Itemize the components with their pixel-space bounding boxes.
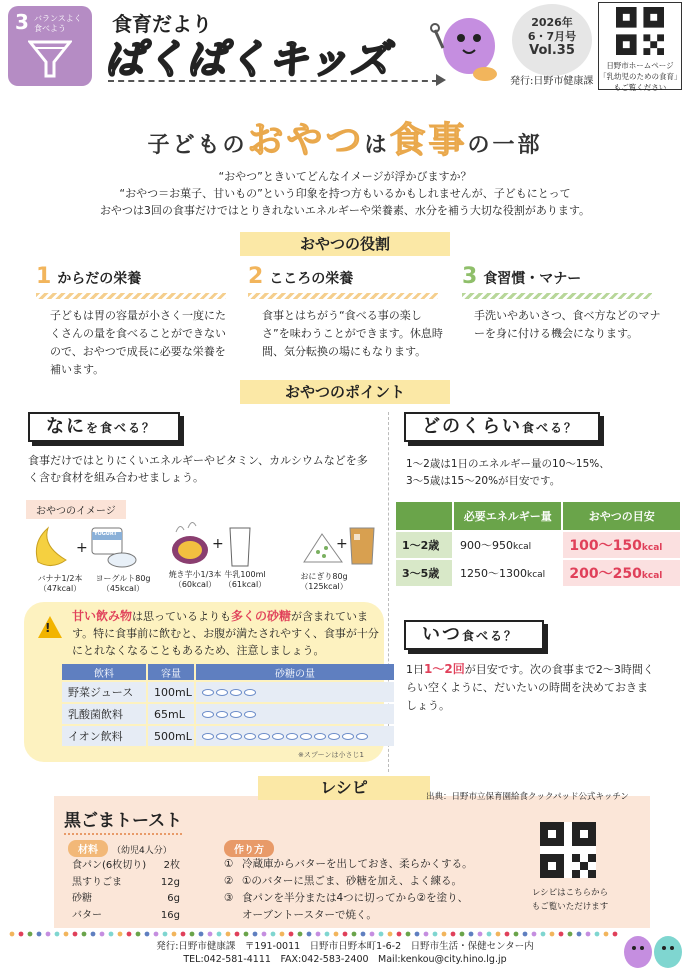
need-value: 900～950 xyxy=(460,539,513,552)
drink-volume: 65mL xyxy=(148,704,194,724)
what-heading-small: を食べる？ xyxy=(86,421,157,435)
role-card-3 xyxy=(462,264,672,343)
when-emph: 1～2回 xyxy=(424,662,465,676)
what-heading xyxy=(28,412,180,442)
step-num: ③ xyxy=(224,892,234,904)
qr-caption-1: 日野市ホームページ xyxy=(606,61,674,70)
steps-pill: 作り方 xyxy=(224,840,274,857)
role-label-1: からだの栄養 xyxy=(57,271,142,287)
divider-dot xyxy=(136,932,141,937)
divider-dot xyxy=(181,932,186,937)
spoon-icon xyxy=(300,733,312,740)
divider-dot xyxy=(433,932,438,937)
divider-dot xyxy=(307,932,312,937)
list-item xyxy=(224,873,494,890)
divider-dot xyxy=(91,932,96,937)
food-milk-name: 牛乳100ml xyxy=(224,570,266,579)
headline-snack: おやつ xyxy=(247,120,365,161)
divider-dot xyxy=(523,932,528,937)
warning-t1: は思っているよりも xyxy=(132,610,232,623)
intro-line-2: “おやつ＝お菓子、甘いもの”という印象を持つ方もいるかもしれませんが、子どもにとって xyxy=(119,187,571,200)
steps-list xyxy=(224,856,494,924)
when-heading xyxy=(404,620,544,650)
qr-caption-3: もご覧ください xyxy=(613,83,667,92)
howmuch-line-1: 1～2歳は1日のエネルギー量の10～15%、 xyxy=(406,458,610,470)
food-banana-kcal: （47kcal） xyxy=(38,584,82,593)
drink-name: イオン飲料 xyxy=(62,726,146,746)
role-body-1: 子どもは胃の容量が小さく一度にたくさんの量を食べることができないので、おやつで成長に必要な栄養を補います。 xyxy=(50,309,226,376)
divider-dot xyxy=(361,932,366,937)
role-label-3: 食習慣・マナー xyxy=(483,271,582,287)
divider-dot xyxy=(496,932,501,937)
step-text: ①のバターに黒ごま、砂糖を加え、よく練る。 xyxy=(242,875,463,887)
recipe-qr-caption-2: もご覧いただけます xyxy=(531,902,609,912)
recipe-source: 出典：日野市立保育園給食クックパッド公式キッチン xyxy=(426,792,629,802)
recipe-qr-caption xyxy=(520,886,620,914)
divider-dot xyxy=(298,932,303,937)
list-item xyxy=(224,856,494,873)
age-cell: 3～5歳 xyxy=(396,560,452,586)
list-item xyxy=(72,875,180,892)
energy-table xyxy=(394,500,682,588)
divider-dot xyxy=(73,932,78,937)
ingredient-qty: 6g xyxy=(167,893,180,904)
issue-volume: Vol.35 xyxy=(529,43,575,58)
divider-dot xyxy=(37,932,42,937)
plus-icon-2: + xyxy=(212,536,224,552)
divider-dot xyxy=(244,932,249,937)
howmuch-line-2: 3～5歳は15～20%が目安です。 xyxy=(406,475,561,487)
divider-dot xyxy=(280,932,285,937)
divider-dot xyxy=(262,932,267,937)
food-banana xyxy=(30,574,90,594)
food-onigiri xyxy=(294,572,354,592)
points-section-title: おやつのポイント xyxy=(240,380,450,404)
footer xyxy=(0,940,690,966)
when-heading-big: いつ xyxy=(422,624,462,645)
step-text: 食パンを半分または4つに切ってから②を塗り、 xyxy=(242,892,469,904)
food-banana-name: バナナ1/2本 xyxy=(37,574,83,583)
spoon-icon xyxy=(328,733,340,740)
yogurt-label: YOGURT xyxy=(94,531,117,537)
divider-dot xyxy=(460,932,465,937)
role-stripe-2 xyxy=(248,293,438,299)
recipe-tab: レシピ xyxy=(258,776,430,800)
spoon-icon xyxy=(244,733,256,740)
col-age xyxy=(396,502,452,530)
ingredient-name: バター xyxy=(72,909,102,921)
divider-dot xyxy=(208,932,213,937)
divider-dot xyxy=(118,932,123,937)
ingredient-qty: 2枚 xyxy=(163,860,180,871)
plus-icon-3: + xyxy=(336,536,348,552)
divider-dot xyxy=(253,932,258,937)
howmuch-body xyxy=(406,456,610,490)
howmuch-heading-big: どのくらい xyxy=(422,416,522,437)
divider-dot xyxy=(415,932,420,937)
plus-icon: + xyxy=(76,540,88,556)
need-cell xyxy=(454,560,561,586)
step-text: 冷蔵庫からバターを出しておき、柔らかくする。 xyxy=(242,858,473,870)
food-milk xyxy=(220,570,270,590)
step-text: オーブントースターで焼く。 xyxy=(242,909,377,921)
goal-cell xyxy=(563,560,680,586)
divider-dot xyxy=(352,932,357,937)
divider-dot xyxy=(109,932,114,937)
divider-dot xyxy=(505,932,510,937)
banana-icon xyxy=(30,522,74,570)
role-title-2 xyxy=(248,264,448,289)
mascot-illustration xyxy=(425,6,507,86)
divider-dot xyxy=(397,932,402,937)
spoon-icon xyxy=(230,733,242,740)
colored-dots-divider xyxy=(8,931,620,937)
warning-exclamation: ! xyxy=(45,621,51,635)
role-stripe-1 xyxy=(36,293,226,299)
list-item xyxy=(72,908,180,925)
sugar-spoons xyxy=(196,704,394,724)
issue-badge xyxy=(512,4,592,76)
role-num-2: 2 xyxy=(248,264,264,289)
footer-address: 発行:日野市健康課 〒191-0011 日野市日野本町1-6-2 日野市生活・保健センター内 xyxy=(156,941,534,952)
sdg-number: 3 xyxy=(15,10,29,34)
divider-dot xyxy=(55,932,60,937)
divider-dot xyxy=(406,932,411,937)
divider-dot xyxy=(226,932,231,937)
ingredient-name: 砂糖 xyxy=(72,893,92,904)
spoon-note: ※スプーンは小さじ1 xyxy=(298,751,364,759)
sugar-spoons xyxy=(196,726,394,746)
divider-dot xyxy=(586,932,591,937)
divider-dot xyxy=(370,932,375,937)
divider-dot xyxy=(28,932,33,937)
when-pre: 1日 xyxy=(406,663,424,676)
spoon-icon xyxy=(314,733,326,740)
food-yogurt-kcal: （45kcal） xyxy=(101,584,145,593)
divider-dot xyxy=(217,932,222,937)
warning-text xyxy=(72,608,380,659)
spoon-icon xyxy=(202,689,214,696)
role-title-3 xyxy=(462,264,672,289)
headline-mid: は xyxy=(364,133,390,158)
divider-dot xyxy=(46,932,51,937)
when-body xyxy=(406,660,656,715)
what-heading-big: なに xyxy=(46,416,86,437)
spoon-icon xyxy=(272,733,284,740)
milk-glass-icon xyxy=(226,526,254,568)
divider-dot xyxy=(379,932,384,937)
howmuch-heading-small: 食べる？ xyxy=(522,421,579,435)
role-label-2: こころの栄養 xyxy=(269,271,354,287)
spoon-icon xyxy=(216,689,228,696)
divider-dot xyxy=(604,932,609,937)
spoon-icon xyxy=(202,733,214,740)
divider-dot xyxy=(514,932,519,937)
table-row xyxy=(62,682,394,702)
when-post: が目安です。次の食事まで2～3時間くらい空くように、だいたいの時間を決めておきましょう。 xyxy=(406,663,654,712)
ingredients-heading xyxy=(68,838,172,857)
recipe-qr-caption-1: レシピはこちらから xyxy=(531,888,609,898)
role-num-3: 3 xyxy=(462,264,478,289)
table-row xyxy=(62,726,394,746)
goal-value: 200～250 xyxy=(569,566,642,582)
step-num: ② xyxy=(224,875,234,887)
ingredient-qty: 12g xyxy=(160,876,180,888)
issue-year: 2026年 xyxy=(531,16,573,29)
divider-dot xyxy=(100,932,105,937)
divider-dot xyxy=(163,932,168,937)
role-card-1 xyxy=(36,264,236,379)
need-value: 1250～1300 xyxy=(460,567,527,580)
divider-dot xyxy=(577,932,582,937)
warning-emph: 多くの砂糖 xyxy=(231,609,292,623)
spoon-icon xyxy=(244,711,256,718)
step-num: ① xyxy=(224,858,234,870)
role-body-3: 手洗いやあいさつ、食べ方などのマナーを身に付ける機会になります。 xyxy=(474,309,661,340)
divider-dot xyxy=(541,932,546,937)
spoon-icon xyxy=(230,689,242,696)
spoon-icon xyxy=(202,711,214,718)
divider-dot xyxy=(595,932,600,937)
divider-dot xyxy=(469,932,474,937)
intro-line-3: おやつは3回の食事だけではとりきれないエネルギーや栄養素、水分を補う大切な役割があります。 xyxy=(99,204,591,217)
funnel-icon xyxy=(28,38,72,80)
spoon-icon xyxy=(216,733,228,740)
divider-dot xyxy=(532,932,537,937)
logo-underline xyxy=(108,80,438,82)
divider-dot xyxy=(10,932,15,937)
col-volume: 容量 xyxy=(148,664,194,680)
col-sugar: 砂糖の量 xyxy=(196,664,394,680)
food-potato-kcal: （60kcal） xyxy=(173,580,217,589)
issue-months: 6・7月号 xyxy=(527,30,577,43)
sdg-badge xyxy=(8,6,92,86)
divider-dot xyxy=(316,932,321,937)
warning-t2: が含まれています。特に食事前に飲むと、お腹が満たされやすく、食事が十分にとれなくなることもあるため、注意しましょう。 xyxy=(72,610,379,657)
divider-dot xyxy=(127,932,132,937)
divider-dot xyxy=(82,932,87,937)
recipe-name: 黒ごまトースト xyxy=(64,806,182,835)
divider-dot xyxy=(289,932,294,937)
divider-dot xyxy=(19,932,24,937)
divider-dot xyxy=(442,932,447,937)
warning-lead: 甘い飲み物 xyxy=(72,609,133,623)
drink-volume: 100mL xyxy=(148,682,194,702)
sweet-potato-icon xyxy=(168,516,212,568)
age-cell: 1～2歳 xyxy=(396,532,452,558)
steps-heading xyxy=(224,838,274,857)
drink-table-header xyxy=(62,664,394,680)
divider-dot xyxy=(424,932,429,937)
list-item xyxy=(72,858,180,875)
goal-value: 100～150 xyxy=(569,538,642,554)
spoon-icon xyxy=(342,733,354,740)
list-item xyxy=(224,890,494,907)
divider-dot xyxy=(568,932,573,937)
drink-name: 野菜ジュース xyxy=(62,682,146,702)
footer-contact: TEL:042-581-4111 FAX:042-583-2400 Mail:kenkou@city.hino.lg.jp xyxy=(183,954,507,965)
divider-dot xyxy=(235,932,240,937)
when-heading-small: 食べる？ xyxy=(462,629,519,643)
col-need: 必要エネルギー量 xyxy=(454,502,561,530)
col-drink: 飲料 xyxy=(62,664,146,680)
divider-dot xyxy=(334,932,339,937)
food-yogurt xyxy=(88,574,158,594)
newsletter-subtitle: 食育だより xyxy=(112,12,212,36)
list-item xyxy=(72,891,180,908)
food-potato-name: 焼き芋小1/3本 xyxy=(168,570,222,579)
snack-image-tag: おやつのイメージ xyxy=(26,500,126,519)
role-card-2 xyxy=(248,264,448,361)
spoon-icon xyxy=(230,711,242,718)
divider-dot xyxy=(487,932,492,937)
howmuch-heading xyxy=(404,412,600,442)
headline-meal: 食事 xyxy=(389,120,468,161)
ingredient-qty: 16g xyxy=(160,909,180,921)
divider-dot xyxy=(478,932,483,937)
drink-volume: 500mL xyxy=(148,726,194,746)
spoon-icon xyxy=(286,733,298,740)
food-yogurt-name: ヨーグルト80g xyxy=(95,574,151,583)
ingredients-list xyxy=(72,858,180,924)
drink-sugar-table xyxy=(60,662,396,748)
food-onigiri-kcal: （125kcal） xyxy=(300,582,348,591)
food-milk-kcal: （61kcal） xyxy=(223,580,267,589)
ingredients-note: （幼児4人分） xyxy=(112,846,172,856)
sugar-warning-box xyxy=(24,602,384,762)
ingredient-name: 食パン(6枚切り) xyxy=(72,860,147,871)
goal-cell xyxy=(563,532,680,558)
divider-dot xyxy=(550,932,555,937)
col-goal: おやつの目安 xyxy=(563,502,680,530)
headline-pre: 子どもの xyxy=(147,133,248,158)
unit: kcal xyxy=(527,570,546,580)
role-title-1 xyxy=(36,264,236,289)
divider-dot xyxy=(64,932,69,937)
tea-glass-icon xyxy=(346,524,378,566)
spoon-icon xyxy=(258,733,270,740)
newsletter-logo: ぱくぱくキッズ xyxy=(104,37,391,83)
homepage-qr-box[interactable] xyxy=(598,2,682,90)
publisher-text: 発行:日野市健康課 xyxy=(510,76,594,87)
unit: kcal xyxy=(513,542,532,552)
divider-dot xyxy=(271,932,276,937)
sugar-spoons xyxy=(196,682,394,702)
role-body-2: 食事とはちがう“食べる事の楽しさ”を味わうことができます。休息時間、気分転換の場にもなります。 xyxy=(262,309,443,358)
divider-dot xyxy=(559,932,564,937)
role-stripe-3 xyxy=(462,293,652,299)
list-item xyxy=(224,907,494,924)
unit: kcal xyxy=(641,543,663,553)
roles-section-title: おやつの役割 xyxy=(240,232,450,256)
intro-text xyxy=(0,168,690,219)
what-body: 食事だけではとりにくいエネルギーやビタミン、カルシウムなどを多く含む食材を組み合わせましょう。 xyxy=(28,454,368,484)
unit: kcal xyxy=(641,571,663,581)
role-num-1: 1 xyxy=(36,264,52,289)
divider-dot xyxy=(388,932,393,937)
table-row xyxy=(62,704,394,724)
page-headline xyxy=(0,112,690,163)
divider-dot xyxy=(199,932,204,937)
sdg-text: バランスよく食べよう xyxy=(34,14,82,33)
need-cell xyxy=(454,532,561,558)
energy-table-header xyxy=(396,502,680,530)
divider-dot xyxy=(451,932,456,937)
spoon-icon xyxy=(356,733,368,740)
ingredients-pill: 材料 xyxy=(68,840,108,857)
divider-dot xyxy=(172,932,177,937)
qr-caption-2: 「乳幼児のための食育」 xyxy=(599,72,682,81)
divider-dot xyxy=(343,932,348,937)
recipe-qr-code-icon[interactable] xyxy=(540,822,596,878)
drink-name: 乳酸菌飲料 xyxy=(62,704,146,724)
table-row xyxy=(396,532,680,558)
divider-dot xyxy=(325,932,330,937)
headline-post: の一部 xyxy=(467,133,543,158)
intro-line-1: “おやつ”ときいてどんなイメージが浮かびますか？ xyxy=(218,170,472,183)
spoon-icon xyxy=(244,689,256,696)
spoon-icon xyxy=(216,711,228,718)
divider-dot xyxy=(145,932,150,937)
qr-code-icon xyxy=(616,7,664,55)
divider-dot xyxy=(154,932,159,937)
food-onigiri-name: おにぎり80g xyxy=(300,572,348,581)
ingredient-name: 黒すりごま xyxy=(72,876,122,888)
table-row xyxy=(396,560,680,586)
divider-dot xyxy=(613,932,618,937)
divider-dot xyxy=(190,932,195,937)
